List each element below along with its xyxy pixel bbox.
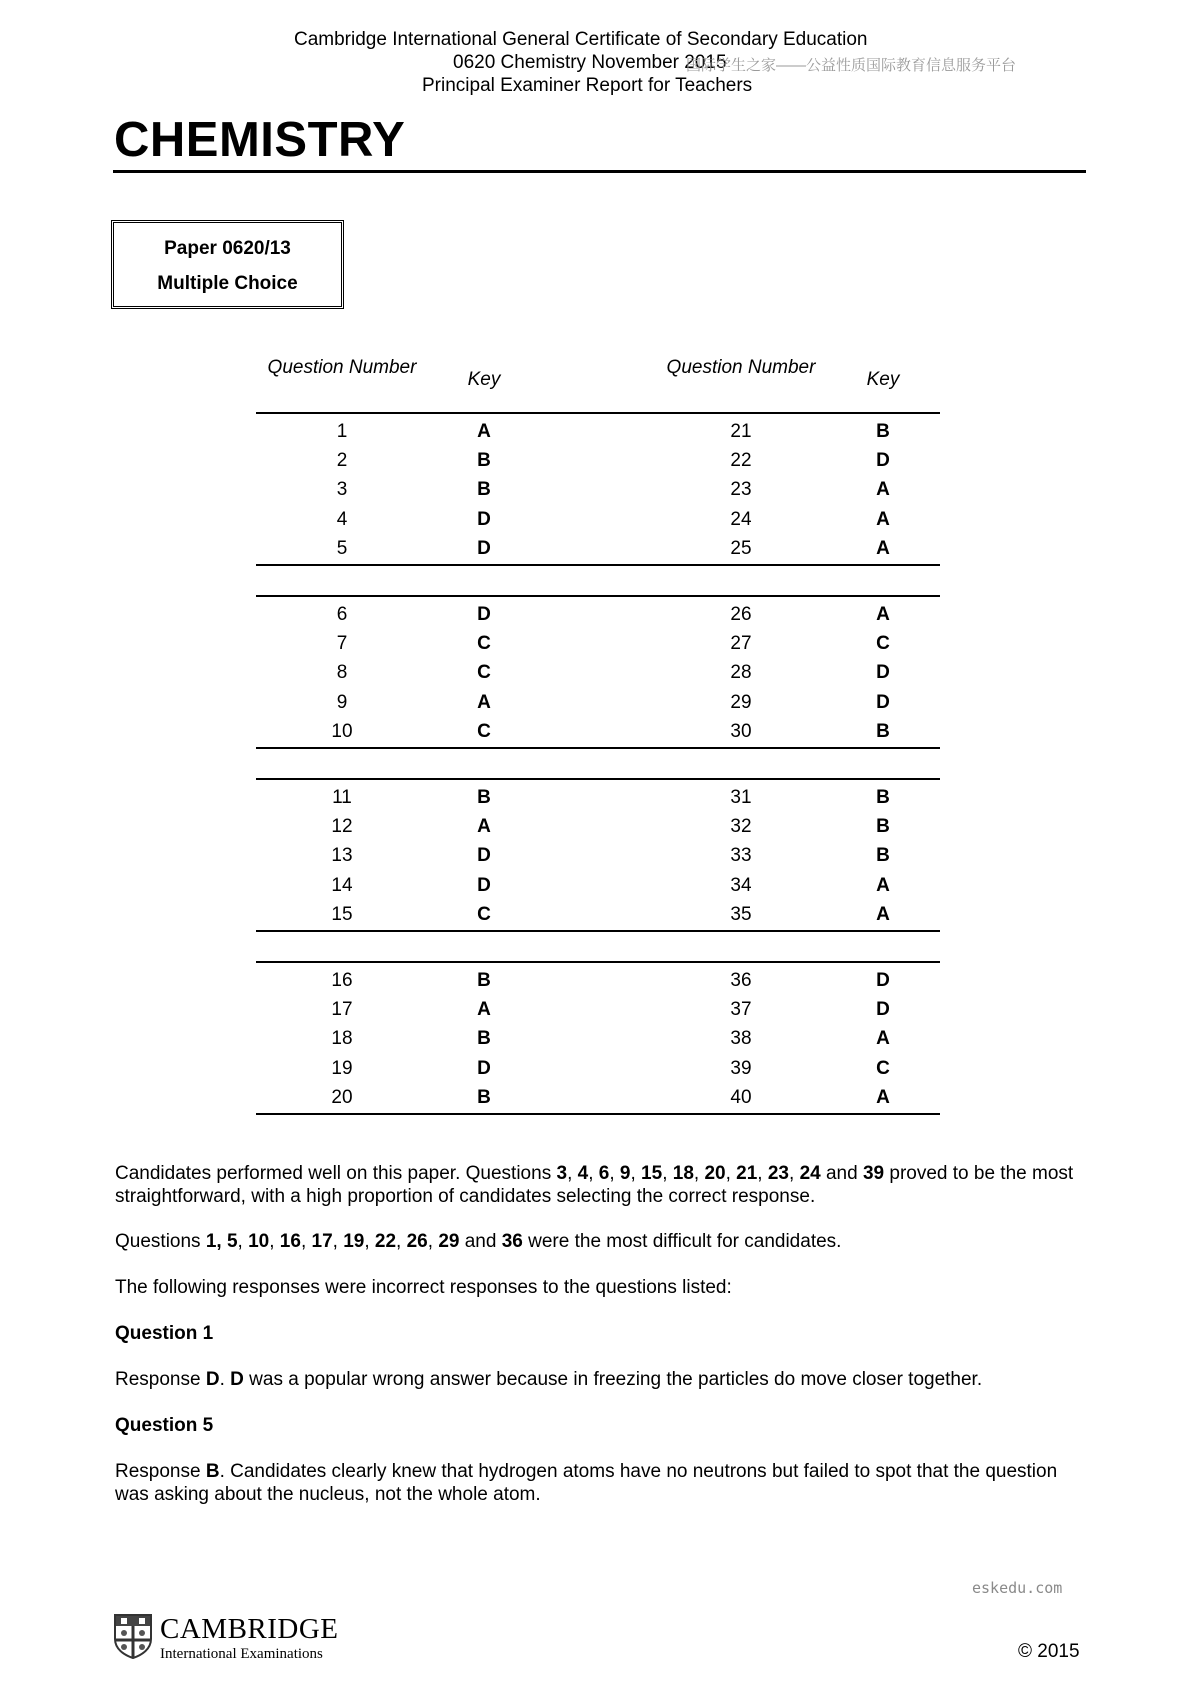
key-cell: B bbox=[876, 720, 890, 742]
question-number-cell: 18 bbox=[331, 1028, 353, 1050]
key-cell: B bbox=[477, 787, 491, 808]
key-cell: B bbox=[477, 1086, 491, 1108]
header-line-1: Cambridge International General Certificate of Secondary Education bbox=[294, 29, 868, 50]
question-1-comment: Response D. D was a popular wrong answer because in freezing the particles do move closer together. bbox=[115, 1369, 983, 1390]
question-number-cell: 2 bbox=[336, 450, 348, 472]
question-number-cell: 35 bbox=[730, 903, 752, 925]
question-number-cell: 7 bbox=[336, 633, 348, 655]
question-number-cell: 6 bbox=[336, 604, 348, 625]
key-cell: D bbox=[477, 508, 491, 530]
paragraph-difficult: Questions 1, 5, 10, 16, 17, 19, 22, 26, 29 and 36 were the most difficult for candidates. bbox=[115, 1231, 842, 1252]
table-row bbox=[256, 845, 940, 875]
question-number-cell: 22 bbox=[730, 450, 752, 472]
key-cell: D bbox=[477, 604, 491, 625]
key-cell: B bbox=[876, 787, 890, 808]
table-rule bbox=[256, 778, 940, 780]
question-number-header: Question Number bbox=[267, 357, 417, 378]
question-number-cell: 32 bbox=[730, 816, 752, 838]
logo-name: CAMBRIDGE bbox=[160, 1613, 339, 1645]
paragraph-intro: The following responses were incorrect responses to the questions listed: bbox=[115, 1277, 732, 1298]
header-line-2: 0620 Chemistry November 2015 bbox=[453, 52, 727, 73]
question-number-cell: 17 bbox=[331, 999, 353, 1021]
question-5-comment: Response B. Candidates clearly knew that hydrogen atoms have no neutrons but failed to spot that the question was asking about the nucleus, not the whole atom. bbox=[115, 1461, 1058, 1505]
question-number-cell: 25 bbox=[730, 537, 752, 559]
question-number-cell: 3 bbox=[336, 479, 348, 501]
key-cell: D bbox=[477, 874, 491, 896]
question-number-cell: 27 bbox=[730, 633, 752, 655]
table-rule bbox=[256, 1113, 940, 1115]
question-number-cell: 30 bbox=[730, 720, 752, 742]
question-number-cell: 29 bbox=[730, 691, 752, 713]
table-row bbox=[256, 1058, 940, 1088]
key-cell: C bbox=[477, 633, 491, 655]
table-row bbox=[256, 999, 940, 1029]
key-cell: A bbox=[876, 537, 890, 559]
table-row bbox=[256, 604, 940, 634]
table-row bbox=[256, 787, 940, 817]
header-line-3: Principal Examiner Report for Teachers bbox=[422, 75, 753, 96]
question-number-cell: 33 bbox=[730, 845, 752, 867]
key-cell: B bbox=[876, 845, 890, 867]
key-cell: B bbox=[477, 479, 491, 501]
question-number-cell: 24 bbox=[730, 508, 752, 530]
table-rule bbox=[256, 747, 940, 749]
paragraph-performance: Candidates performed well on this paper. Questions 3, 4, 6, 9, 15, 18, 20, 21, 23, 24 and 39 proved to be the most straightforward, with a high proportion of candidates selecting the correct response. bbox=[115, 1163, 1074, 1207]
key-cell: B bbox=[477, 1028, 491, 1050]
question-number-cell: 23 bbox=[730, 479, 752, 501]
key-cell: B bbox=[876, 421, 890, 442]
key-cell: B bbox=[477, 450, 491, 472]
key-cell: A bbox=[876, 1028, 890, 1050]
key-header: Key bbox=[467, 369, 501, 390]
table-row bbox=[256, 970, 940, 1000]
question-number-cell: 21 bbox=[730, 421, 752, 442]
logo-subtitle: International Examinations bbox=[160, 1646, 323, 1662]
question-number-cell: 19 bbox=[331, 1057, 353, 1079]
question-number-cell: 37 bbox=[730, 999, 752, 1021]
key-cell: C bbox=[876, 1057, 890, 1079]
key-cell: D bbox=[477, 1057, 491, 1079]
key-cell: A bbox=[477, 999, 491, 1021]
table-row bbox=[256, 450, 940, 480]
question-number-cell: 1 bbox=[336, 421, 348, 442]
question-number-cell: 31 bbox=[730, 787, 752, 808]
key-cell: A bbox=[477, 421, 491, 442]
key-cell: D bbox=[477, 845, 491, 867]
table-row bbox=[256, 509, 940, 539]
question-number-cell: 34 bbox=[730, 874, 752, 896]
question-number-header: Question Number bbox=[666, 357, 816, 378]
table-rule bbox=[256, 595, 940, 597]
crest-icon bbox=[113, 1613, 153, 1659]
key-cell: C bbox=[876, 633, 890, 655]
key-cell: B bbox=[477, 970, 491, 991]
page-title: CHEMISTRY bbox=[114, 113, 406, 167]
question-number-cell: 8 bbox=[336, 662, 348, 684]
key-cell: D bbox=[876, 691, 890, 713]
table-rule bbox=[256, 412, 940, 414]
table-row bbox=[256, 633, 940, 663]
key-cell: A bbox=[876, 508, 890, 530]
question-number-cell: 20 bbox=[331, 1086, 353, 1108]
key-cell: D bbox=[876, 662, 890, 684]
copyright-text: © 2015 bbox=[1018, 1641, 1080, 1662]
question-number-cell: 4 bbox=[336, 508, 348, 530]
paper-code: Paper 0620/13 bbox=[164, 238, 291, 259]
paper-type: Multiple Choice bbox=[157, 273, 298, 294]
question-number-cell: 10 bbox=[331, 720, 353, 742]
question-number-cell: 16 bbox=[331, 970, 353, 991]
table-rule bbox=[256, 564, 940, 566]
table-rule bbox=[256, 961, 940, 963]
table-row bbox=[256, 421, 940, 451]
question-number-cell: 11 bbox=[332, 787, 352, 808]
key-cell: D bbox=[876, 970, 890, 991]
table-row bbox=[256, 875, 940, 905]
table-row bbox=[256, 1028, 940, 1058]
key-cell: A bbox=[876, 479, 890, 501]
question-number-cell: 40 bbox=[730, 1086, 752, 1108]
key-cell: D bbox=[876, 450, 890, 472]
key-cell: A bbox=[876, 903, 890, 925]
table-row bbox=[256, 816, 940, 846]
key-cell: C bbox=[477, 662, 491, 684]
key-cell: C bbox=[477, 903, 491, 925]
paper-info-box bbox=[111, 220, 344, 309]
key-header: Key bbox=[866, 369, 900, 390]
question-number-cell: 9 bbox=[336, 691, 348, 713]
table-rule bbox=[256, 930, 940, 932]
question-number-cell: 13 bbox=[331, 845, 353, 867]
table-row bbox=[256, 692, 940, 722]
key-cell: A bbox=[876, 604, 890, 625]
question-5-heading: Question 5 bbox=[115, 1415, 214, 1436]
question-number-cell: 39 bbox=[730, 1057, 752, 1079]
question-number-cell: 5 bbox=[336, 537, 348, 559]
footer-site-text: eskedu.com bbox=[972, 1579, 1063, 1597]
key-cell: B bbox=[876, 816, 890, 838]
title-divider bbox=[113, 170, 1086, 173]
question-number-cell: 38 bbox=[730, 1028, 752, 1050]
question-number-cell: 26 bbox=[730, 604, 752, 625]
watermark-text: 国际学生之家——公益性质国际教育信息服务平台 bbox=[686, 57, 1017, 74]
cambridge-logo bbox=[113, 1613, 353, 1663]
question-number-cell: 12 bbox=[331, 816, 353, 838]
key-cell: C bbox=[477, 720, 491, 742]
key-cell: A bbox=[477, 816, 491, 838]
question-number-cell: 14 bbox=[331, 874, 353, 896]
key-cell: D bbox=[876, 999, 890, 1021]
table-row bbox=[256, 662, 940, 692]
key-cell: A bbox=[876, 874, 890, 896]
key-cell: D bbox=[477, 537, 491, 559]
question-number-cell: 36 bbox=[730, 970, 752, 991]
question-number-cell: 28 bbox=[730, 662, 752, 684]
question-1-heading: Question 1 bbox=[115, 1323, 214, 1344]
question-number-cell: 15 bbox=[331, 903, 353, 925]
key-cell: A bbox=[477, 691, 491, 713]
key-cell: A bbox=[876, 1086, 890, 1108]
table-row bbox=[256, 479, 940, 509]
